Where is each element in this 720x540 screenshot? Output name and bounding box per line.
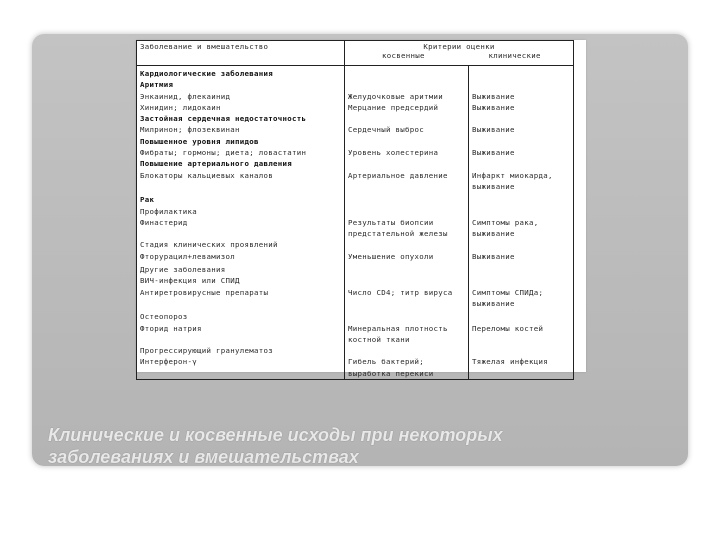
- cell-indirect: [345, 68, 469, 79]
- cell-clinical: [469, 334, 574, 345]
- cell-indirect: [345, 206, 469, 217]
- table-row: [137, 264, 574, 275]
- cell-indirect: [345, 298, 469, 309]
- cell-disease: Прогрессирующий гранулематоз: [137, 345, 345, 356]
- cell-disease: Остеопороз: [137, 311, 345, 322]
- cell-indirect: Артериальное давление: [345, 170, 469, 181]
- table-row: [137, 323, 574, 334]
- table-row: [137, 158, 574, 169]
- caption-line-1: Клинические и косвенные исходы при некоторых: [48, 425, 503, 445]
- cell-indirect: Сердечный выброс: [345, 124, 469, 135]
- table-row: [137, 136, 574, 147]
- cell-indirect: [345, 79, 469, 90]
- table-row: [137, 113, 574, 124]
- cell-indirect: [345, 275, 469, 286]
- cell-clinical: Выживание: [469, 124, 574, 135]
- table-row: [137, 298, 574, 309]
- cell-indirect: костной ткани: [345, 334, 469, 345]
- cell-disease: [137, 228, 345, 239]
- table-row: [137, 275, 574, 286]
- cell-disease: Фибраты; гормоны; диета; ловастатин: [137, 147, 345, 158]
- cell-indirect: [345, 194, 469, 205]
- cell-indirect: Уровень холестерина: [345, 147, 469, 158]
- table-row: [137, 251, 574, 262]
- cell-indirect: [345, 181, 469, 192]
- header-indirect: косвенные: [381, 51, 425, 61]
- cell-disease: Повышенное уровня липидов: [137, 136, 345, 147]
- header-criteria: [345, 41, 574, 66]
- cell-disease: Финастерид: [137, 217, 345, 228]
- header-criteria-group: Критерии оценки: [423, 42, 495, 51]
- cell-disease: Профилактика: [137, 206, 345, 217]
- cell-clinical: [469, 311, 574, 322]
- cell-disease: Антиретровирусные препараты: [137, 287, 345, 298]
- cell-indirect: [345, 264, 469, 275]
- cell-clinical: [469, 275, 574, 286]
- cell-disease: Энкаинид, флекаинид: [137, 91, 345, 102]
- cell-indirect: [345, 113, 469, 124]
- table-row: [137, 228, 574, 239]
- outcomes-table: [136, 40, 574, 380]
- cell-clinical: выживание: [469, 298, 574, 309]
- table-row: [137, 181, 574, 192]
- table-row: [137, 356, 574, 367]
- cell-disease: Стадия клинических проявлений: [137, 239, 345, 250]
- cell-clinical: Выживание: [469, 251, 574, 262]
- cell-clinical: [469, 264, 574, 275]
- cell-indirect: Желудочковые аритмии: [345, 91, 469, 102]
- header-disease: Заболевание и вмешательство: [137, 41, 345, 66]
- table-row: [137, 345, 574, 356]
- table-row: [137, 102, 574, 113]
- cell-indirect: [345, 239, 469, 250]
- cell-clinical: Выживание: [469, 147, 574, 158]
- cell-clinical: [469, 206, 574, 217]
- cell-clinical: Переломы костей: [469, 323, 574, 334]
- cell-clinical: Выживание: [469, 91, 574, 102]
- cell-disease: Фторид натрия: [137, 323, 345, 334]
- cell-clinical: [469, 79, 574, 90]
- cell-disease: Рак: [137, 194, 345, 205]
- table-row: [137, 194, 574, 205]
- cell-clinical: Выживание: [469, 102, 574, 113]
- cell-disease: Кардиологические заболевания: [137, 68, 345, 79]
- cell-disease: [137, 368, 345, 380]
- header-clinical: клинические: [488, 51, 541, 61]
- cell-indirect: Минеральная плотность: [345, 323, 469, 334]
- cell-clinical: [469, 113, 574, 124]
- cell-disease: [137, 181, 345, 192]
- cell-disease: Фторурацил+левамизол: [137, 251, 345, 262]
- cell-clinical: выживание: [469, 228, 574, 239]
- cell-indirect: [345, 136, 469, 147]
- cell-disease: Застойная сердечная недостаточность: [137, 113, 345, 124]
- table-row: [137, 170, 574, 181]
- table-row: [137, 287, 574, 298]
- cell-indirect: Результаты биопсии: [345, 217, 469, 228]
- caption-line-2: заболеваниях и вмешательствах: [48, 447, 359, 467]
- table-row: [137, 239, 574, 250]
- cell-clinical: [469, 158, 574, 169]
- table-row: [137, 91, 574, 102]
- cell-disease: ВИЧ-инфекция или СПИД: [137, 275, 345, 286]
- cell-indirect: Уменьшение опухоли: [345, 251, 469, 262]
- cell-indirect: Число CD4; титр вируса: [345, 287, 469, 298]
- table-row: [137, 311, 574, 322]
- table-row: [137, 217, 574, 228]
- cell-disease: Повышение артериального давления: [137, 158, 345, 169]
- cell-indirect: Гибель бактерий;: [345, 356, 469, 367]
- cell-indirect: [345, 311, 469, 322]
- cell-clinical: выживание: [469, 181, 574, 192]
- table-row: [137, 334, 574, 345]
- table-header-row: [137, 41, 574, 66]
- cell-disease: Блокаторы кальциевых каналов: [137, 170, 345, 181]
- cell-disease: [137, 334, 345, 345]
- cell-clinical: Тяжелая инфекция: [469, 356, 574, 367]
- table-row: [137, 147, 574, 158]
- cell-indirect: предстательной железы: [345, 228, 469, 239]
- table-row: [137, 79, 574, 90]
- cell-disease: Аритмия: [137, 79, 345, 90]
- table-row: [137, 368, 574, 380]
- cell-clinical: [469, 368, 574, 380]
- cell-clinical: [469, 68, 574, 79]
- cell-clinical: [469, 345, 574, 356]
- cell-disease: Другие заболевания: [137, 264, 345, 275]
- cell-clinical: [469, 239, 574, 250]
- cell-indirect: [345, 345, 469, 356]
- cell-indirect: выработка перекиси: [345, 368, 469, 380]
- cell-disease: Милринон; флозеквинан: [137, 124, 345, 135]
- slide-caption: [48, 424, 668, 468]
- cell-indirect: Мерцание предсердий: [345, 102, 469, 113]
- cell-indirect: [345, 158, 469, 169]
- cell-clinical: [469, 194, 574, 205]
- cell-disease: Хинидин; лидокаин: [137, 102, 345, 113]
- table-image: [136, 40, 586, 378]
- cell-clinical: Симптомы СПИДа;: [469, 287, 574, 298]
- table-row: [137, 206, 574, 217]
- cell-clinical: Симптомы рака,: [469, 217, 574, 228]
- cell-disease: Интерферон-γ: [137, 356, 345, 367]
- cell-disease: [137, 298, 345, 309]
- cell-clinical: Инфаркт миокарда,: [469, 170, 574, 181]
- table-row: [137, 68, 574, 79]
- table-row: [137, 124, 574, 135]
- cell-clinical: [469, 136, 574, 147]
